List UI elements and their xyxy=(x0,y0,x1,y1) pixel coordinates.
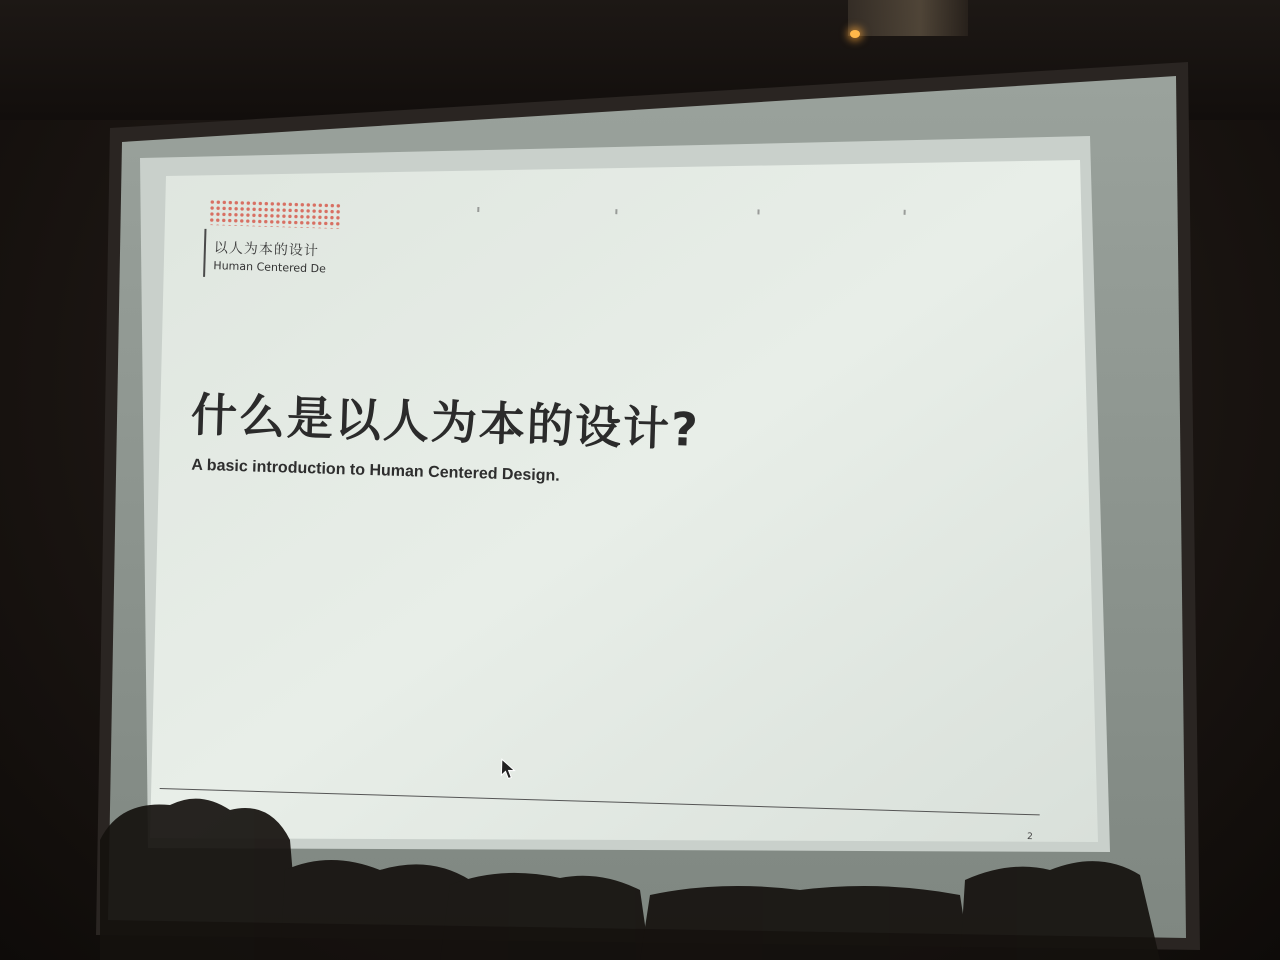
header-title-english: Human Centered De xyxy=(213,259,327,276)
slide-tick-mark xyxy=(904,210,906,215)
header-title-chinese: 以人为本的设计 xyxy=(213,240,320,260)
page-number: 2 xyxy=(1026,832,1033,843)
slide-tick-mark xyxy=(477,207,479,212)
dot-pattern-decoration xyxy=(209,199,342,229)
footer-divider xyxy=(160,788,1040,815)
header-accent-bar xyxy=(203,229,206,277)
mouse-pointer-icon xyxy=(500,758,517,780)
slide-tick-mark xyxy=(757,209,759,214)
slide-tick-mark xyxy=(615,209,617,214)
slide-subtitle: A basic introduction to Human Centered Design. xyxy=(191,456,560,485)
slide-content xyxy=(158,178,1078,865)
slide-title: 什么是以人为本的设计? xyxy=(190,387,701,457)
